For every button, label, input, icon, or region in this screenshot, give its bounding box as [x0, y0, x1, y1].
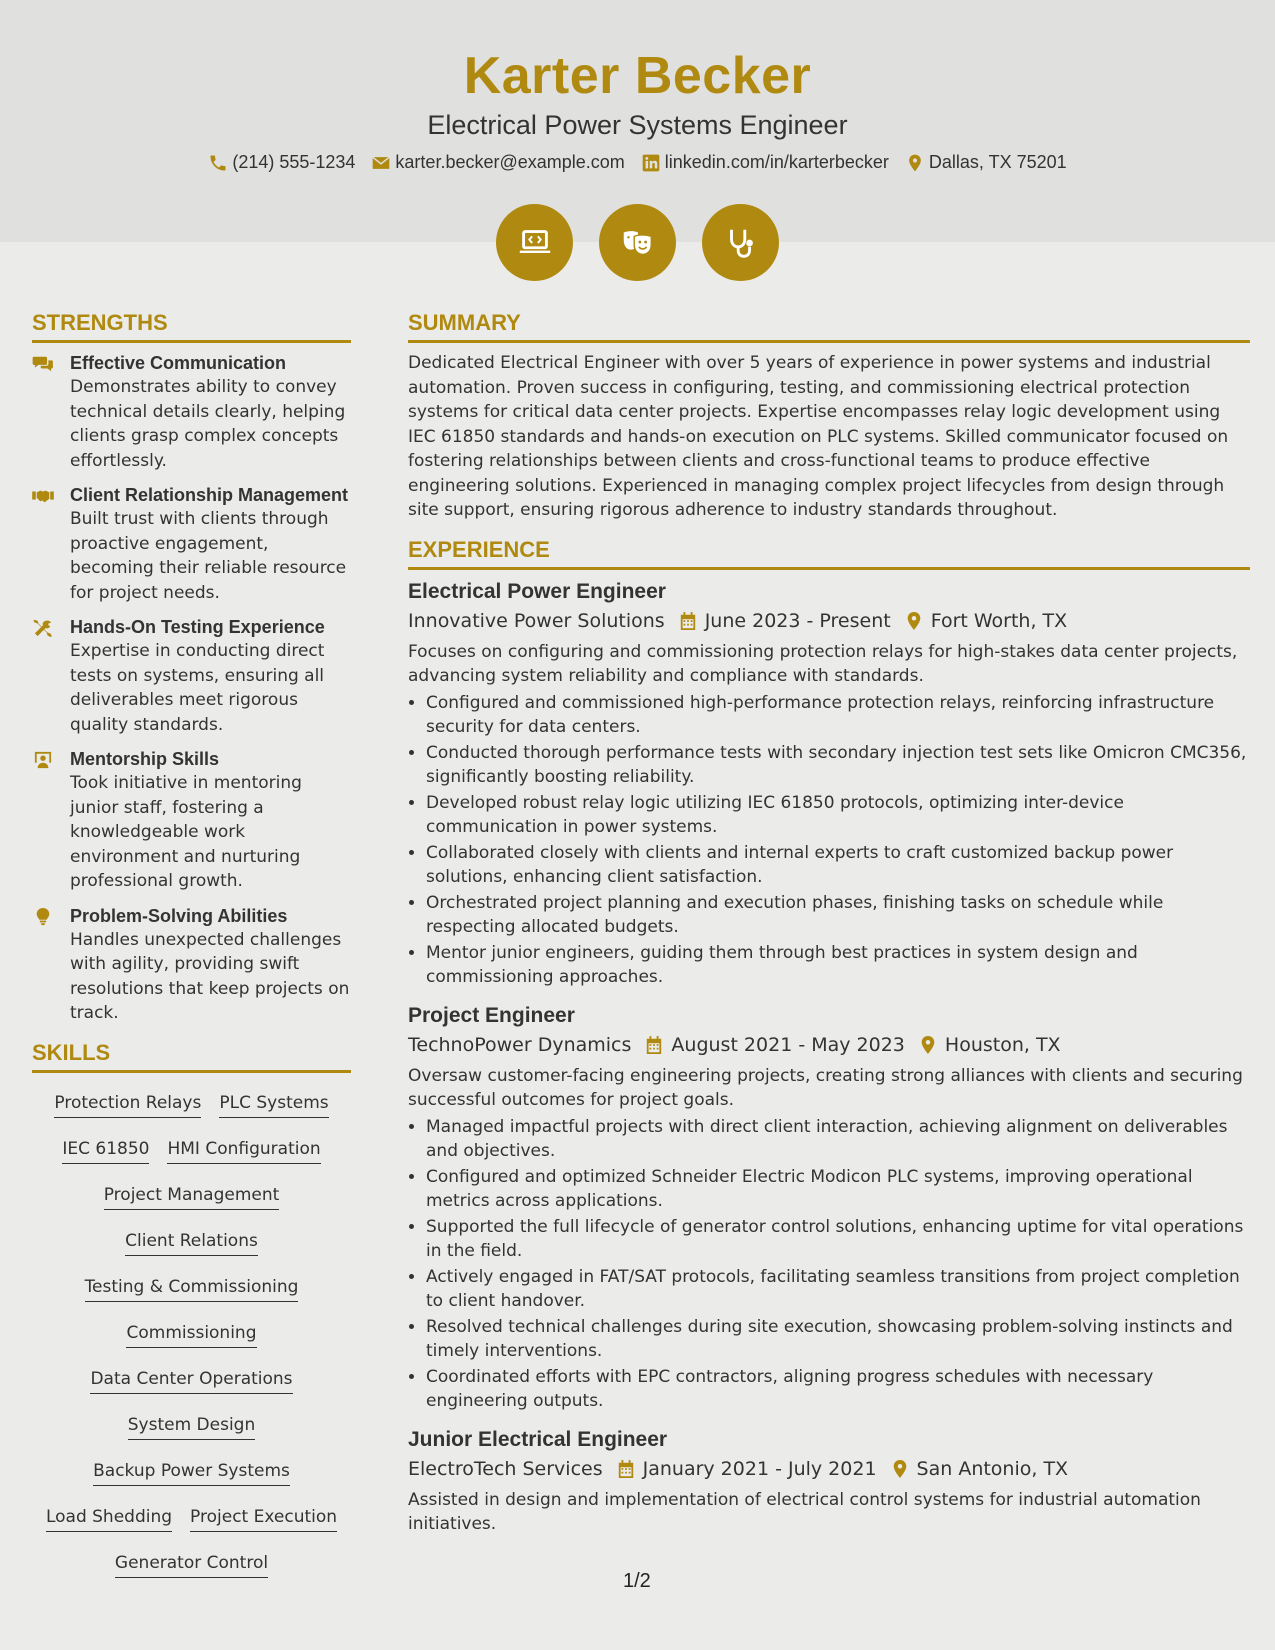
skill-tag: Project Management [104, 1183, 280, 1210]
strength-text: Handles unexpected challenges with agility, providing swift resolutions that keep projects on track. [70, 929, 350, 1023]
calendar-icon [617, 1459, 635, 1479]
strength-text: Expertise in conducting direct tests on systems, ensuring all deliverables meet rigorous quality standards. [70, 641, 325, 735]
map-marker-icon [905, 611, 923, 631]
strength-title: Hands-On Testing Experience [70, 617, 325, 637]
job-bullet: • Configured and optimized Schneider Electric Modicon PLC systems, improving operational metrics across applications. [426, 1165, 1250, 1214]
interest-icons [0, 204, 1275, 281]
skill-tag: Load Shedding [46, 1505, 172, 1532]
job-entry [408, 1002, 1250, 1414]
strengths-heading: STRENGTHS [32, 310, 351, 343]
email-text: karter.becker@example.com [395, 152, 625, 172]
stethoscope-icon [702, 204, 779, 281]
tools-icon [32, 619, 54, 637]
skills-list [32, 1081, 351, 1591]
job-dates: August 2021 - May 2023 [671, 1033, 905, 1056]
strength-title: Problem-Solving Abilities [70, 905, 288, 926]
job-dates: June 2023 - Present [704, 609, 891, 632]
job-bullets [408, 691, 1250, 990]
strength-item [32, 615, 351, 737]
skill-tag: Data Center Operations [90, 1367, 292, 1394]
strength-item [32, 904, 351, 1026]
job-bullet: • Mentor junior engineers, guiding them through best practices in system design and commissioning approaches. [426, 941, 1250, 990]
comments-icon [32, 355, 54, 373]
skill-tag: Protection Relays [54, 1091, 201, 1118]
calendar-icon [645, 1035, 663, 1055]
job-location: Houston, TX [944, 1033, 1061, 1056]
job-bullet: • Orchestrated project planning and execution phases, finishing tasks on schedule while respecting allocated budgets. [426, 891, 1250, 940]
map-marker-icon [919, 1035, 937, 1055]
skill-tag: Project Execution [190, 1505, 337, 1532]
job-bullet: • Actively engaged in FAT/SAT protocols, facilitating seamless transitions from project completion to client handover. [426, 1265, 1250, 1314]
calendar-icon [679, 611, 697, 631]
skill-tag: Generator Control [115, 1551, 268, 1578]
job-bullet: • Resolved technical challenges during site execution, showcasing problem-solving instincts and timely interventions. [426, 1315, 1250, 1364]
experience-heading: EXPERIENCE [408, 537, 1250, 570]
laptop-code-icon [496, 204, 573, 281]
contact-linkedin[interactable] [641, 152, 889, 173]
strength-text: Took initiative in mentoring junior staff, fostering a knowledgeable work environment and nurturing professional growth. [70, 773, 302, 891]
job-company: Innovative Power Solutions [408, 609, 665, 632]
right-column [408, 310, 1250, 1537]
skill-tag: Testing & Commissioning [85, 1275, 299, 1302]
job-title: Electrical Power Engineer [408, 579, 666, 603]
job-bullet: • Developed robust relay logic utilizing IEC 61850 protocols, optimizing inter-device communication in power systems. [426, 791, 1250, 840]
skill-tag: Commissioning [126, 1321, 256, 1348]
phone-icon [208, 153, 228, 173]
job-entry [408, 1426, 1250, 1537]
summary-heading: SUMMARY [408, 310, 1250, 343]
job-location: Fort Worth, TX [930, 609, 1068, 632]
strength-title: Client Relationship Management [70, 485, 349, 505]
job-dates: January 2021 - July 2021 [642, 1457, 877, 1480]
strength-title: Effective Communication [70, 353, 287, 373]
page-number: 1/2 [623, 1570, 651, 1592]
candidate-title: Electrical Power Systems Engineer [427, 110, 848, 140]
skill-tag: System Design [128, 1413, 256, 1440]
contact-bar [0, 152, 1275, 173]
linkedin-text: linkedin.com/in/karterbecker [664, 152, 889, 172]
teacher-icon [32, 751, 54, 769]
theater-masks-icon [599, 204, 676, 281]
job-entry [408, 578, 1250, 990]
job-company: ElectroTech Services [408, 1457, 603, 1480]
job-description: Focuses on configuring and commissioning protection relays for high-stakes data center projects, advancing system reliability and compliance with standards. [408, 641, 1238, 686]
job-bullet: • Configured and commissioned high-performance protection relays, reinforcing infrastructure security for data centers. [426, 691, 1250, 740]
skill-tag: IEC 61850 [62, 1137, 149, 1164]
map-marker-icon [905, 153, 925, 173]
job-bullet: • Collaborated closely with clients and internal experts to craft customized backup power solutions, enhancing client satisfaction. [426, 841, 1250, 890]
handshake-icon [32, 487, 54, 505]
job-bullet: • Supported the full lifecycle of generator control solutions, enhancing uptime for vital operations in the field. [426, 1215, 1250, 1264]
strength-text: Built trust with clients through proactive engagement, becoming their reliable resource for project needs. [70, 509, 347, 603]
location-text: Dallas, TX 75201 [928, 152, 1067, 172]
contact-phone[interactable] [208, 152, 355, 173]
strength-title: Mentorship Skills [70, 749, 220, 769]
lightbulb-icon [32, 908, 54, 926]
skill-tag: Backup Power Systems [93, 1459, 290, 1486]
strength-item [32, 747, 351, 894]
map-marker-icon [891, 1459, 909, 1479]
job-bullets [408, 1115, 1250, 1414]
job-description: Assisted in design and implementation of electrical control systems for industrial automation initiatives. [408, 1489, 1201, 1534]
skill-tag: Client Relations [125, 1229, 258, 1256]
candidate-name: Karter Becker [463, 47, 812, 105]
job-bullet: • Conducted thorough performance tests with secondary injection test sets like Omicron CMC356, significantly boosting reliability. [426, 741, 1250, 790]
left-column [32, 310, 351, 1591]
job-bullet: • Managed impactful projects with direct client interaction, achieving alignment on deliverables and objectives. [426, 1115, 1250, 1164]
skill-tag: PLC Systems [219, 1091, 328, 1118]
skills-heading: SKILLS [32, 1040, 351, 1073]
job-company: TechnoPower Dynamics [408, 1033, 632, 1056]
job-title: Junior Electrical Engineer [408, 1427, 668, 1451]
job-title: Project Engineer [408, 1003, 575, 1027]
strength-text: Demonstrates ability to convey technical details clearly, helping clients grasp complex concepts effortlessly. [70, 377, 346, 471]
job-description: Oversaw customer-facing engineering projects, creating strong alliances with clients and securing successful outcomes for project goals. [408, 1065, 1243, 1110]
strength-item [32, 483, 351, 605]
strength-item [32, 351, 351, 473]
phone-text: (214) 555-1234 [232, 152, 356, 172]
contact-email[interactable] [371, 152, 624, 173]
summary-text: Dedicated Electrical Engineer with over 5 years of experience in power systems and industrial automation. Proven success in configuring, testing, and commissioning electrical protection systems for critical data center projects. Expertise encompasses relay logic development using IEC 61850 standards and hands-on execution on PLC systems. Skilled communicator focused on fostering relationships between clients and cross-functional teams to produce effective engineering solutions. Experienced in managing complex project lifecycles from design through site support, ensuring rigorous adherence to industry standards throughout. [408, 353, 1229, 520]
contact-location [905, 152, 1067, 173]
linkedin-icon [641, 153, 661, 173]
envelope-icon [371, 153, 391, 173]
job-location: San Antonio, TX [916, 1457, 1069, 1480]
job-bullet: • Coordinated efforts with EPC contractors, aligning progress schedules with necessary engineering outputs. [426, 1365, 1250, 1414]
skill-tag: HMI Configuration [167, 1137, 320, 1164]
